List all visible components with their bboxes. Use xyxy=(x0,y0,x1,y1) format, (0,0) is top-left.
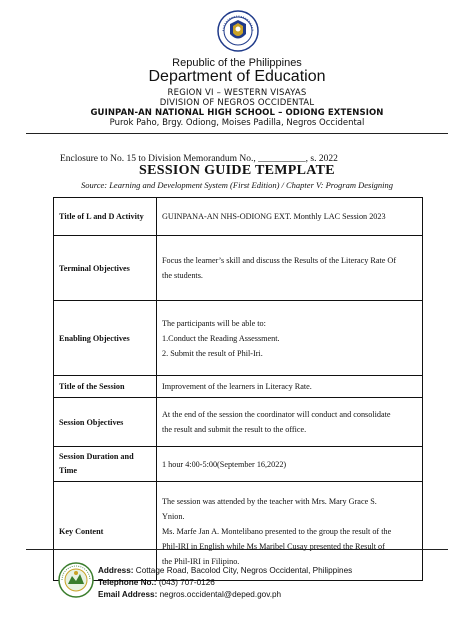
row-label: Terminal Objectives xyxy=(54,236,157,301)
row-value-line: The session was attended by the teacher with Mrs. Mary Grace S. xyxy=(162,496,377,506)
row-value xyxy=(157,376,423,398)
row-value-line: the result and submit the result to the office. xyxy=(162,425,307,434)
document-source: Source: Learning and Development System (First Edition) / Chapter V: Program Designing xyxy=(80,180,394,190)
row-value xyxy=(157,447,423,482)
row-value-line: Focus the learner’s skill and discuss the Results of the Literacy Rate Of xyxy=(162,256,397,265)
region-line: REGION VI – WESTERN VISAYAS xyxy=(167,88,307,98)
session-guide-table xyxy=(53,197,423,581)
footer-phone-value: (043) 707-0126 xyxy=(158,578,215,587)
school-name: GUINPAN-AN NATIONAL HIGH SCHOOL – ODIONG EXTENSION xyxy=(90,108,384,118)
school-address: Purok Paho, Brgy. Odiong, Moises Padilla, Negros Occidental xyxy=(109,118,365,128)
footer-email-value: negros.occidental@deped.gov.ph xyxy=(159,590,282,599)
row-value-line: 2. Submit the result of Phil-Iri. xyxy=(162,348,263,358)
row-value xyxy=(157,236,423,301)
republic-line: Republic of the Philippines xyxy=(172,57,302,69)
department-name: Department of Education xyxy=(148,68,326,85)
row-value-line: Ms. Marfe Jan A. Montelibano presented to the group the result of the xyxy=(162,526,392,536)
table-row xyxy=(54,376,423,398)
footer-address-value: Cottage Road, Bacolod City, Negros Occidental, Philippines xyxy=(135,566,353,575)
row-value-line: the students. xyxy=(162,271,203,280)
footer-divider xyxy=(26,549,448,550)
row-value-line: 1 hour 4:00-5:00(September 16,2022) xyxy=(162,459,287,469)
row-value-line: At the end of the session the coordinator will conduct and consolidate xyxy=(162,410,391,419)
table-row xyxy=(54,301,423,376)
header-divider xyxy=(26,133,448,134)
row-value-line: the Phil-IRI in Filipino. xyxy=(162,556,240,566)
footer-address xyxy=(98,565,352,577)
row-value xyxy=(157,198,423,236)
row-label: Session Objectives xyxy=(54,398,157,447)
row-label-line: Session Duration and xyxy=(59,452,134,461)
row-value-line: The participants will be able to: xyxy=(162,318,266,328)
division-line: DIVISION OF NEGROS OCCIDENTAL xyxy=(159,98,315,108)
row-value-line: 1.Conduct the Reading Assessment. xyxy=(162,333,280,343)
deped-seal-logo xyxy=(217,10,259,52)
footer-phone xyxy=(98,577,352,589)
footer-address-label: Address: xyxy=(98,566,134,575)
table-row xyxy=(54,447,423,482)
table-row xyxy=(54,198,423,236)
footer-contact xyxy=(98,565,352,601)
row-value-line: Phil-IRI in English while Ms Maribel Cusay presented the Result of xyxy=(162,541,385,551)
footer-phone-label: Telephone No.: xyxy=(98,578,157,587)
row-label: Key Content xyxy=(54,482,157,581)
footer-email xyxy=(98,589,352,601)
row-label: Enabling Objectives xyxy=(54,301,157,376)
footer-email-label: Email Address: xyxy=(98,590,158,599)
row-label: Title of L and D Activity xyxy=(54,198,157,236)
table-row xyxy=(54,236,423,301)
enclosure-line: Enclosure to No. 15 to Division Memorandum No., __________, s. 2022 xyxy=(60,154,338,164)
row-value xyxy=(157,301,423,376)
row-value-line: Ynion. xyxy=(162,511,185,521)
document-title: SESSION GUIDE TEMPLATE xyxy=(139,163,335,178)
row-label xyxy=(54,447,157,482)
table-row xyxy=(54,398,423,447)
row-value-line: Improvement of the learners in Literacy Rate. xyxy=(162,382,312,391)
row-value-line: GUINPANA-AN NHS-ODIONG EXT. Monthly LAC Session 2023 xyxy=(162,212,386,221)
row-label: Title of the Session xyxy=(54,376,157,398)
division-logo xyxy=(58,562,94,598)
row-label-line: Time xyxy=(59,466,78,475)
row-value xyxy=(157,398,423,447)
